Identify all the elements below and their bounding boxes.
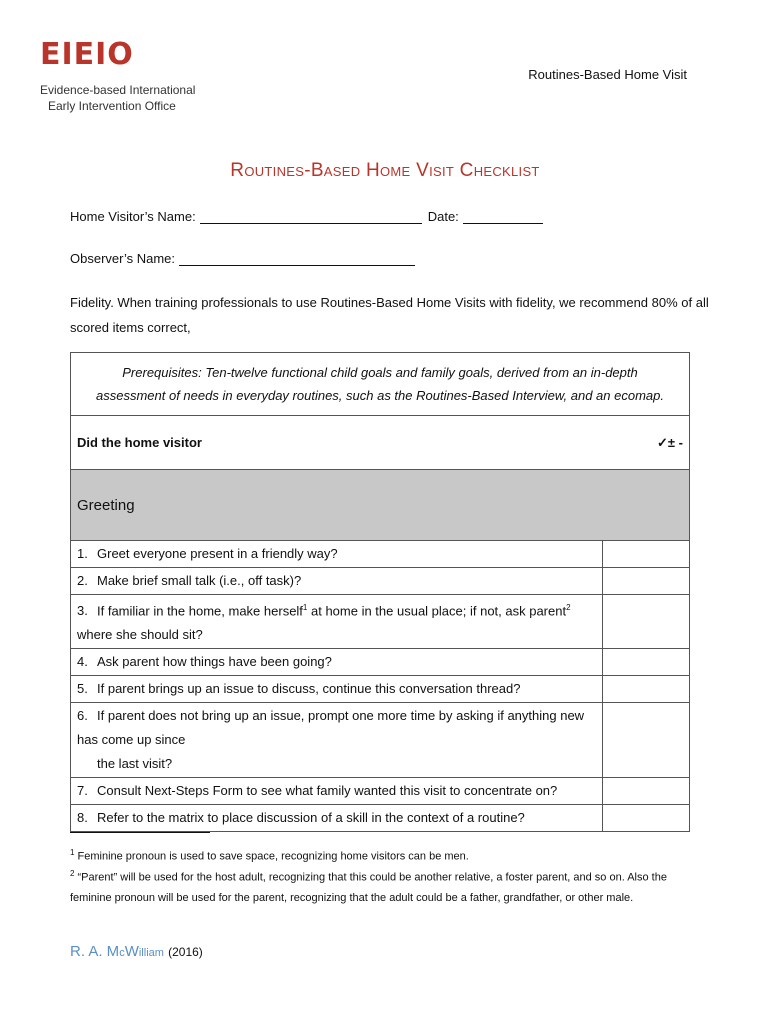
item-number: 1. xyxy=(77,546,88,561)
observer-name-field[interactable] xyxy=(179,251,415,266)
home-visitor-name-label: Home Visitor’s Name: xyxy=(70,209,196,224)
item-text: If parent does not bring up an issue, prompt one more time by asking if anything new has come up since xyxy=(77,708,585,748)
logo-title: EIEIO xyxy=(40,37,134,72)
footnote-2 xyxy=(70,864,710,908)
item-number: 2. xyxy=(77,573,88,588)
author-name xyxy=(70,943,164,960)
footnote-2-text: “Parent” will be used for the host adult, recognizing that this could be another relative, a foster parent, and so on. Also the feminine pronoun will be used for the parent, recognizing that the adult could be a father, grandfather, or other male. xyxy=(70,871,667,904)
footnote-ref-1: 1 xyxy=(302,603,308,612)
footnote-1-text: Feminine pronoun is used to save space, recognizing home visitors can be men. xyxy=(74,850,469,863)
score-cell[interactable] xyxy=(603,649,690,676)
item-number: 3. xyxy=(77,603,88,619)
footnote-divider xyxy=(70,832,210,833)
observer-name-label: Observer’s Name: xyxy=(70,251,175,266)
score-cell[interactable] xyxy=(603,676,690,703)
logo-subtitle xyxy=(40,82,195,114)
item-text: Consult Next-Steps Form to see what family wanted this visit to concentrate on? xyxy=(97,783,558,799)
item-text: Ask parent how things have been going? xyxy=(97,654,332,670)
checklist-item xyxy=(71,595,690,649)
score-cell[interactable] xyxy=(603,778,690,805)
footnote-1-number: 1 xyxy=(70,848,75,857)
section-greeting: Greeting xyxy=(71,470,690,541)
checklist-item xyxy=(71,541,690,568)
item-text: Greet everyone present in a friendly way? xyxy=(97,546,338,561)
author-initials: R. A. M xyxy=(70,943,120,960)
document-title: Routines-Based Home Visit Checklist xyxy=(230,160,540,181)
observer-row xyxy=(70,251,421,266)
item-number: 8. xyxy=(77,810,88,826)
item-text: at home in the usual place; if not, ask parent xyxy=(307,603,567,619)
running-header: Routines-Based Home Visit xyxy=(528,67,687,82)
item-number: 6. xyxy=(77,708,88,724)
checklist-item xyxy=(71,703,690,778)
date-label: Date: xyxy=(427,209,459,224)
item-number: 5. xyxy=(77,681,88,697)
item-text: where she should sit? xyxy=(77,627,203,643)
checklist-item xyxy=(71,676,690,703)
checklist-item xyxy=(71,568,690,595)
author-w: W xyxy=(124,943,139,960)
fidelity-note: Fidelity. When training professionals to use Routines-Based Home Visits with fidelity, we recommend 80% of all scored items correct, xyxy=(70,295,709,335)
score-cell[interactable] xyxy=(603,595,690,649)
checklist-table xyxy=(70,352,690,832)
eieio-logo xyxy=(40,38,195,114)
score-cell[interactable] xyxy=(603,568,690,595)
item-number: 4. xyxy=(77,654,88,670)
score-marks-header: ✓± - xyxy=(657,434,683,450)
score-cell[interactable] xyxy=(603,541,690,568)
prerequisites-text: Prerequisites: Ten-twelve functional child goals and family goals, derived from an in-depth assessment of needs in everyday routines, such as the Routines-Based Interview, and an ecomap. xyxy=(71,353,690,416)
date-field[interactable] xyxy=(463,209,543,224)
score-cell[interactable] xyxy=(603,805,690,832)
item-text: Refer to the matrix to place discussion of a skill in the context of a routine? xyxy=(97,810,525,826)
item-text: If parent brings up an issue to discuss, continue this conversation thread? xyxy=(97,681,521,697)
score-cell[interactable] xyxy=(603,703,690,778)
checklist-item xyxy=(71,805,690,832)
item-text-continued: the last visit? xyxy=(97,756,173,772)
footnote-2-number: 2 xyxy=(70,869,75,878)
footnote-ref-2: 2 xyxy=(566,603,571,612)
author-small-c: c xyxy=(119,947,125,959)
author-year: (2016) xyxy=(168,945,203,959)
logo-line-1: Evidence-based International xyxy=(40,83,196,97)
item-text: If familiar in the home, make herself xyxy=(97,603,303,619)
logo-line-2: Early Intervention Office xyxy=(48,99,176,113)
author-rest: illiam xyxy=(138,947,164,959)
item-text: Make brief small talk (i.e., off task)? xyxy=(97,573,302,588)
item-number: 7. xyxy=(77,783,88,799)
checklist-item xyxy=(71,649,690,676)
checklist-header xyxy=(71,416,690,470)
author-credit xyxy=(70,943,203,960)
home-visitor-name-field[interactable] xyxy=(200,209,422,224)
checklist-item xyxy=(71,778,690,805)
visitor-date-row xyxy=(70,209,549,224)
did-home-visitor-label: Did the home visitor xyxy=(77,434,202,450)
